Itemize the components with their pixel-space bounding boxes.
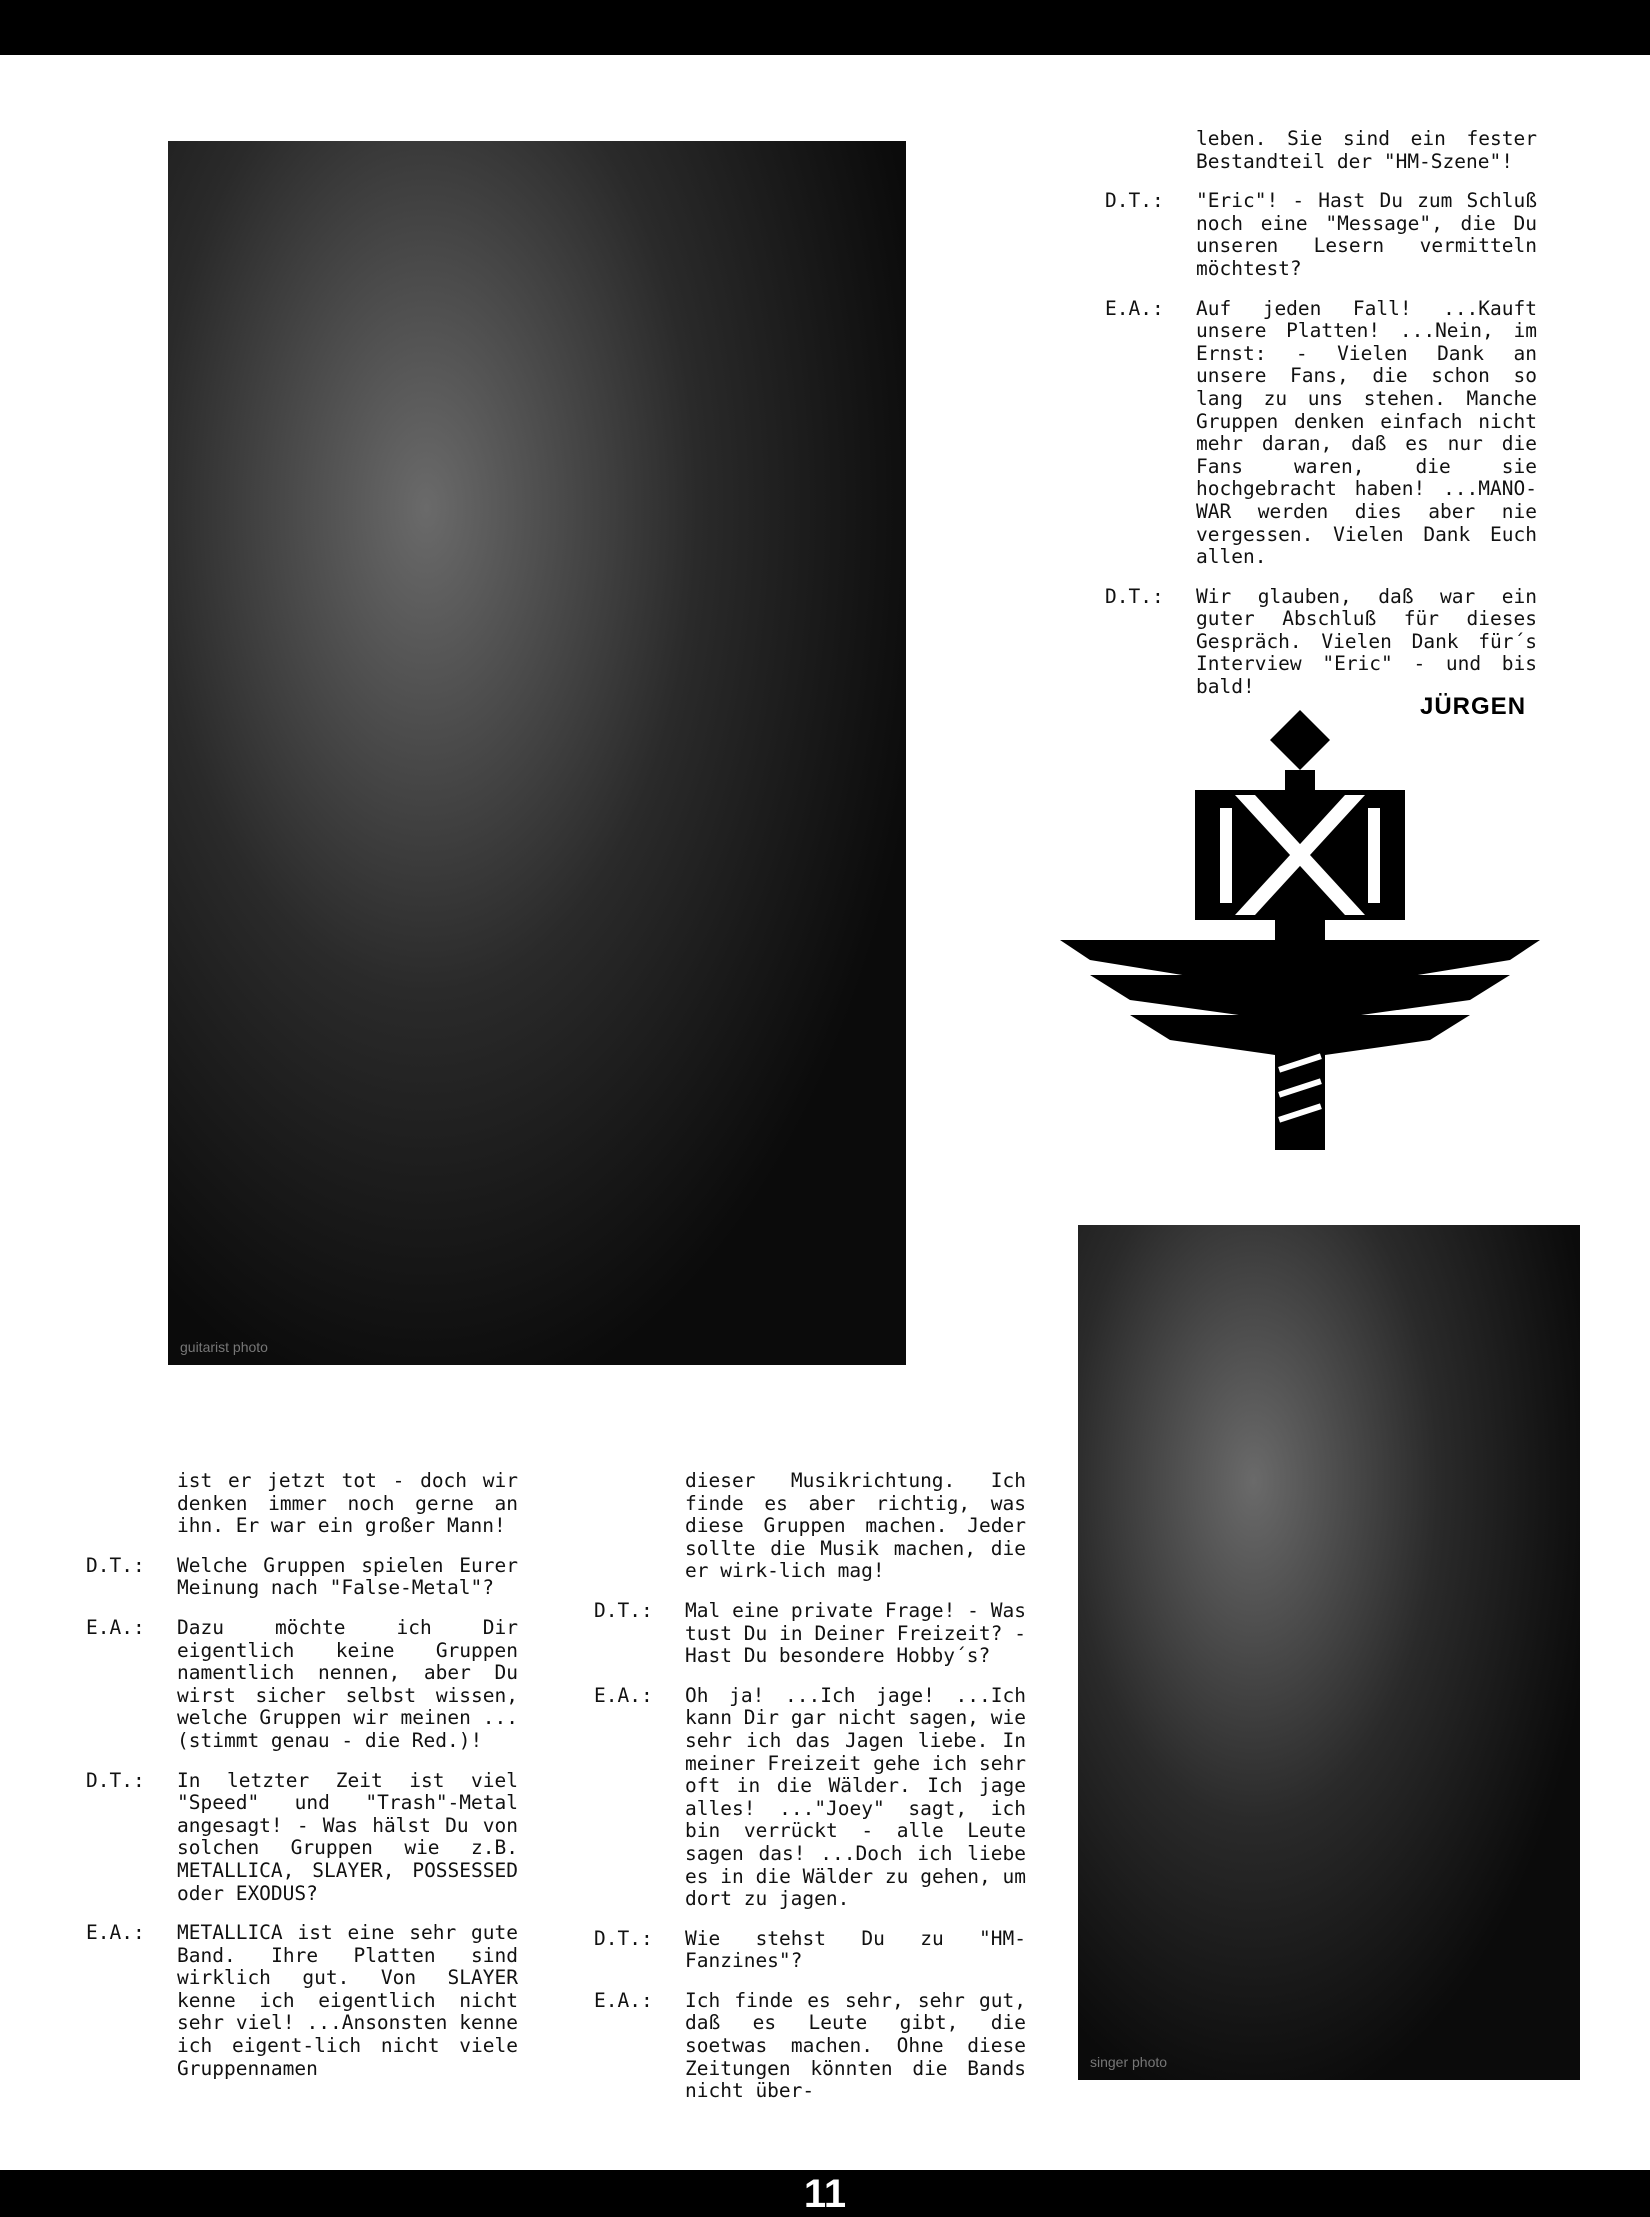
paragraph-text: Mal eine private Frage! - Was tust Du in Deiner Freizeit? - Hast Du besondere Hobby´s? — [685, 1598, 1026, 1668]
speaker-label: D.T.: — [86, 1553, 145, 1577]
interview-paragraph — [1105, 298, 1537, 569]
paragraph-text: METALLICA ist eine sehr gute Band. Ihre Platten sind wirklich gut. Von SLAYER kenne ich eigentlich nicht sehr viel! ...Ansonsten kenne ich eigent-lich nicht viele Gruppennamen — [177, 1921, 518, 2080]
paragraph-text: "Eric"! - Hast Du zum Schluß noch eine "Message", die Du unseren Lesern vermitteln möchtest? — [1196, 189, 1537, 280]
interview-paragraph — [1105, 190, 1537, 280]
interview-column-left-bottom — [86, 1470, 518, 2097]
speaker-label: E.A.: — [86, 1921, 145, 1945]
interview-paragraph — [86, 1770, 518, 1906]
continued-paragraph — [1105, 128, 1537, 173]
interview-paragraph — [86, 1617, 518, 1753]
paragraph-text: Welche Gruppen spielen Eurer Meinung nach "False-Metal"? — [177, 1553, 518, 1600]
singer-photo: singer photo — [1078, 1225, 1580, 2080]
paragraph-text: Wie stehst Du zu "HM-Fanzines"? — [685, 1926, 1026, 1973]
interview-paragraph — [86, 1922, 518, 2080]
guitarist-photo: guitarist photo — [168, 141, 906, 1365]
speaker-label: E.A.: — [1105, 296, 1164, 320]
interview-paragraph — [594, 1685, 1026, 1911]
speaker-label: D.T.: — [594, 1598, 653, 1622]
emblem-neck — [1285, 770, 1315, 790]
paragraph-text: Oh ja! ...Ich jage! ...Ich kann Dir gar nicht sagen, wie sehr ich das Jagen liebe. In meiner Freizeit gehe ich sehr oft in die Wälder. Ich jage alles! ..."Joey" sagt, ich bin verrückt - alle Leute sagen das! ...Doch ich liebe es in die Wälder zu gehen, um dort zu jagen. — [685, 1683, 1026, 1911]
paragraph-text: Wir glauben, daß war ein guter Abschluß für dieses Gespräch. Vielen Dank für´s Interview "Eric" - und bis bald! — [1196, 584, 1537, 699]
continued-paragraph — [86, 1470, 518, 1538]
interview-paragraph — [594, 1990, 1026, 2103]
continued-paragraph — [594, 1470, 1026, 1583]
speaker-label: D.T.: — [1105, 584, 1164, 608]
manowar-logo-icon — [1050, 700, 1550, 1195]
interview-paragraph — [1105, 586, 1537, 699]
speaker-label: E.A.: — [594, 1988, 653, 2012]
emblem-diamond — [1270, 710, 1330, 770]
paragraph-text: dieser Musikrichtung. Ich finde es aber richtig, was diese Gruppen machen. Jeder sollte die Musik machen, die er wirk-lich mag! — [685, 1469, 1026, 1583]
paragraph-text: ist er jetzt tot - doch wir denken immer noch gerne an ihn. Er war ein großer Mann! — [177, 1469, 518, 1538]
interview-paragraph — [86, 1555, 518, 1600]
interview-paragraph — [594, 1928, 1026, 1973]
paragraph-text: Dazu möchte ich Dir eigentlich keine Gruppen namentlich nennen, aber Du wirst sicher selbst wissen, welche Gruppen wir meinen ...(stimmt genau - die Red.)! — [177, 1615, 518, 1752]
speaker-label: E.A.: — [86, 1615, 145, 1639]
paragraph-text: Auf jeden Fall! ...Kauft unsere Platten! ...Nein, im Ernst: - Vielen Dank an unsere Fans, die schon so lang zu uns stehen. Manche Gruppen denken einfach nicht mehr daran, daß es nur die Fans waren, die sie hochgebracht haben! ...MANO-WAR werden dies aber nie vergessen. Vielen Dank Euch allen. — [1196, 296, 1537, 569]
speaker-label: E.A.: — [594, 1683, 653, 1707]
speaker-label: D.T.: — [594, 1926, 653, 1950]
interview-paragraph — [594, 1600, 1026, 1668]
paragraph-text: leben. Sie sind ein fester Bestandteil der "HM-Szene"! — [1196, 127, 1537, 173]
interview-column-mid-bottom — [594, 1470, 1026, 2120]
interview-column-right-top — [1105, 128, 1537, 716]
speaker-label: D.T.: — [1105, 189, 1164, 213]
paragraph-text: Ich finde es sehr, sehr gut, daß es Leute gibt, die soetwas machen. Ohne diese Zeitungen könnten die Bands nicht über- — [685, 1988, 1026, 2103]
page-number: 11 — [803, 2172, 847, 2216]
speaker-label: D.T.: — [86, 1768, 145, 1792]
paragraph-text: In letzter Zeit ist viel "Speed" und "Trash"-Metal angesagt! - Was hälst Du von solchen Gruppen wie z.B. METALLICA, SLAYER, POSSESSED oder EXODUS? — [177, 1768, 518, 1905]
author-signature: JÜRGEN — [1420, 693, 1527, 720]
